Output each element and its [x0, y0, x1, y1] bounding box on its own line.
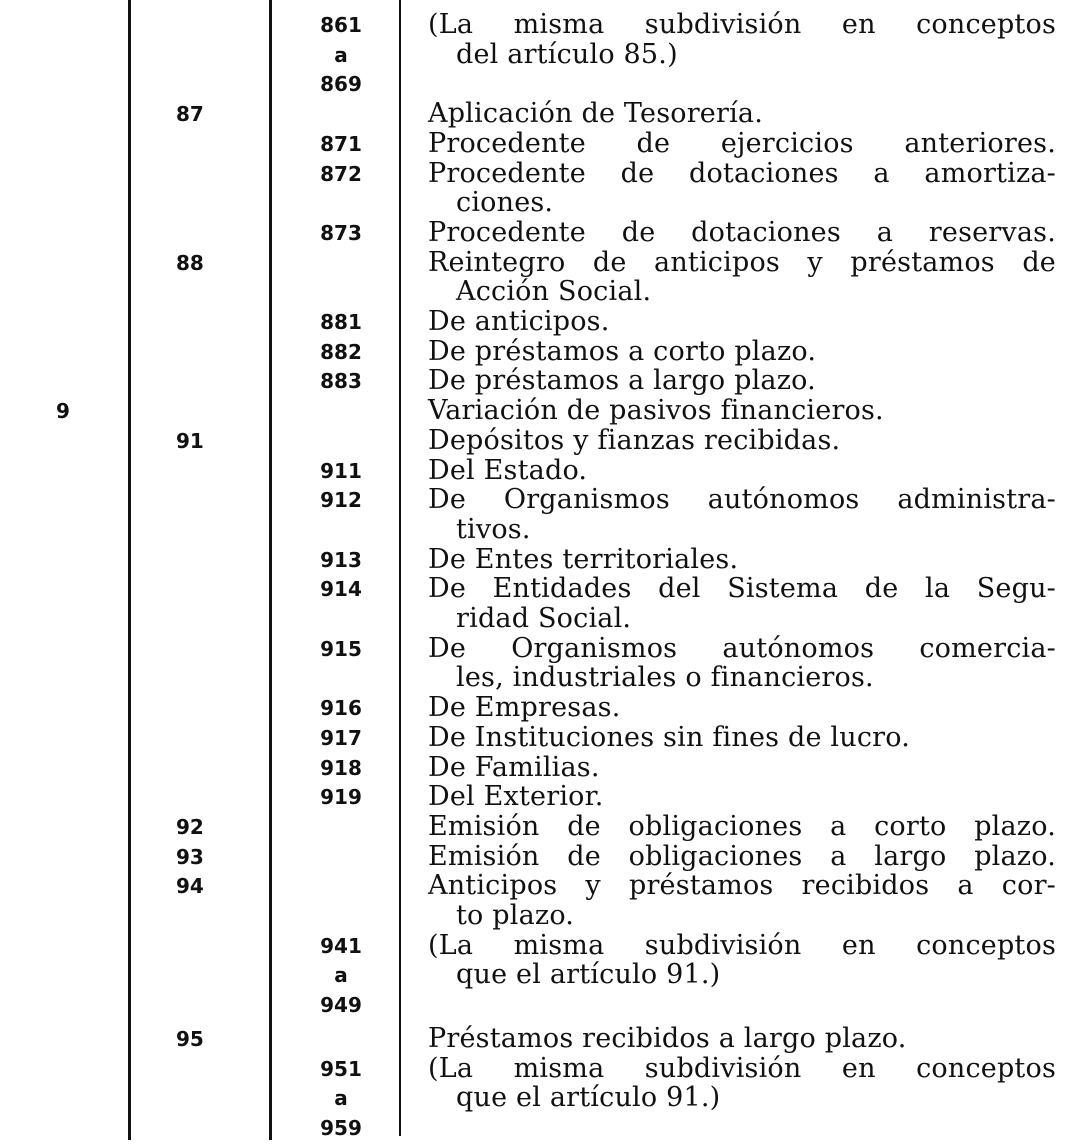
articulo-number: 92: [176, 814, 204, 839]
concepto-number: 913: [320, 547, 362, 572]
table-row: [0, 337, 1071, 367]
concepto-number: 871: [320, 131, 362, 156]
table-row: [0, 842, 1071, 872]
table-row: [0, 426, 1071, 456]
articulo-number: 95: [176, 1026, 204, 1051]
table-row: [0, 1083, 1071, 1113]
description-text: De Entes territoriales.: [428, 543, 739, 575]
table-row: [0, 634, 1071, 664]
concepto-number: 861: [320, 13, 362, 37]
description-text: Depósitos y fianzas recibidas.: [428, 424, 841, 456]
description-text: De préstamos a largo plazo.: [428, 365, 816, 397]
table-row: [0, 40, 1071, 70]
description-text: (La misma subdivisión en conceptos: [428, 929, 1056, 961]
table-row: [0, 604, 1071, 634]
table-row: [0, 218, 1071, 248]
table-row: [0, 69, 1071, 99]
table-row: [0, 366, 1071, 396]
description-text: tivos.: [456, 513, 531, 545]
description-text: Préstamos recibidos a largo plazo.: [428, 1022, 907, 1054]
table-row: [0, 159, 1071, 189]
description-text: ridad Social.: [456, 603, 632, 634]
table-row: [0, 782, 1071, 812]
concepto-number: 917: [320, 725, 362, 750]
concepto-number: 881: [320, 310, 362, 334]
concepto-number: 911: [320, 458, 362, 483]
concepto-number: 918: [320, 755, 362, 780]
table-row: [0, 277, 1071, 307]
concepto-number: 914: [320, 577, 362, 602]
description-text: De Instituciones sin fines de lucro.: [428, 721, 911, 753]
table-row: [0, 515, 1071, 545]
description-text: De Empresas.: [428, 692, 621, 724]
description-text: Procedente de dotaciones a reservas.: [428, 216, 1056, 248]
description-text: De Familias.: [428, 751, 600, 783]
table-row: [0, 1024, 1071, 1054]
concepto-number: a: [334, 42, 348, 67]
table-row: [0, 871, 1071, 901]
concepto-number: 915: [320, 636, 362, 661]
table-row: [0, 396, 1071, 426]
capitulo-number: 9: [56, 399, 70, 424]
description-text: Variación de pasivos financieros.: [428, 395, 884, 427]
articulo-number: 91: [176, 428, 204, 453]
table-row: [0, 545, 1071, 575]
table-row: [0, 456, 1071, 486]
description-text: Reintegro de anticipos y préstamos de: [428, 246, 1056, 278]
table-row: [0, 129, 1071, 159]
table-row: [0, 307, 1071, 337]
description-text: De Organismos autónomos administra-: [428, 484, 1056, 516]
description-text: Procedente de ejercicios anteriores.: [428, 127, 1056, 159]
description-text: to plazo.: [456, 900, 575, 931]
description-text: De anticipos.: [428, 306, 610, 337]
description-text: Procedente de dotaciones a amortiza-: [428, 157, 1056, 189]
table-row: [0, 99, 1071, 129]
table-row: [0, 1113, 1071, 1143]
table-row: [0, 485, 1071, 515]
description-text: De Entidades del Sistema de la Segu-: [428, 573, 1056, 605]
table-row: [0, 248, 1071, 278]
concepto-number: 869: [320, 72, 362, 97]
concepto-number: 873: [320, 220, 362, 245]
articulo-number: 88: [176, 250, 204, 275]
table-row: [0, 10, 1071, 40]
table-row: [0, 753, 1071, 783]
description-text: Aplicación de Tesorería.: [428, 98, 764, 130]
table-row: [0, 188, 1071, 218]
concepto-number: a: [334, 1086, 348, 1111]
table-row: [0, 812, 1071, 842]
concepto-number: 916: [320, 696, 362, 721]
articulo-number: 87: [176, 102, 204, 127]
table-row: [0, 960, 1071, 990]
description-text: que el artículo 91.): [456, 1082, 721, 1114]
concepto-number: 949: [320, 993, 362, 1018]
description-text: (La misma subdivisión en conceptos: [428, 9, 1056, 40]
table-row: [0, 693, 1071, 723]
articulo-number: 94: [176, 874, 204, 899]
description-text: Emisión de obligaciones a corto plazo.: [428, 810, 1056, 842]
concepto-number: 872: [320, 161, 362, 186]
description-text: Anticipos y préstamos recibidos a cor-: [428, 870, 1056, 902]
description-text: del artículo 85.): [456, 38, 678, 70]
table-row: [0, 723, 1071, 753]
concepto-number: 883: [320, 369, 362, 394]
description-text: Emisión de obligaciones a largo plazo.: [428, 840, 1056, 872]
concepto-number: 912: [320, 488, 362, 513]
description-text: Acción Social.: [456, 276, 652, 308]
table-row: [0, 574, 1071, 604]
description-text: De préstamos a corto plazo.: [428, 335, 817, 367]
table-row: [0, 901, 1071, 931]
description-text: (La misma subdivisión en conceptos: [428, 1052, 1056, 1084]
concepto-number: 919: [320, 785, 362, 810]
concepto-number: 959: [320, 1115, 362, 1140]
table-row: [0, 931, 1071, 961]
articulo-number: 93: [176, 844, 204, 869]
description-text: Del Estado.: [428, 454, 588, 486]
concepto-number: 882: [320, 339, 362, 364]
concepto-number: 941: [320, 933, 362, 958]
description-text: De Organismos autónomos comercia-: [428, 632, 1056, 664]
description-text: que el artículo 91.): [456, 959, 721, 991]
description-text: Del Exterior.: [428, 781, 604, 813]
concepto-number: 951: [320, 1056, 362, 1081]
concepto-number: a: [334, 963, 348, 988]
table-row: [0, 663, 1071, 693]
description-text: les, industriales o financieros.: [456, 662, 874, 694]
table-row: [0, 990, 1071, 1020]
description-text: ciones.: [456, 187, 554, 219]
table-row: [0, 1054, 1071, 1084]
